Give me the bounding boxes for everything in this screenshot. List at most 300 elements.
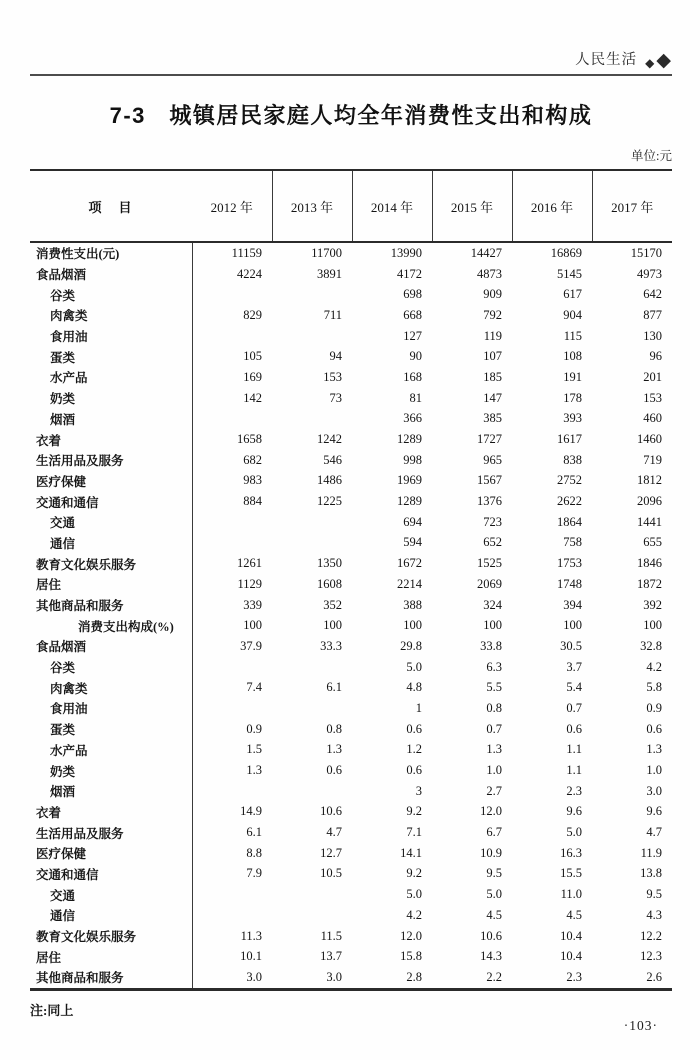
- value-cell: 0.6: [646, 721, 662, 736]
- value-cell: 119: [483, 328, 502, 343]
- row-label-cell: 烟酒: [30, 781, 192, 802]
- value-cell: 2.2: [486, 969, 502, 984]
- row-label-cell: 奶类: [30, 760, 192, 781]
- value-cell: 1: [415, 700, 422, 715]
- value-cell: 2.7: [486, 783, 502, 798]
- value-cell: 9.2: [406, 804, 422, 819]
- value-cell: 10.4: [560, 949, 582, 964]
- value-cell: 4172: [397, 266, 422, 281]
- value-cell: 1.2: [406, 742, 422, 757]
- value-cell: 998: [403, 452, 422, 467]
- value-cell: 10.6: [320, 804, 342, 819]
- value-cell: [192, 533, 272, 554]
- table-row: [30, 781, 672, 802]
- value-cell: 3.0: [646, 783, 662, 798]
- value-cell: 546: [323, 452, 342, 467]
- value-cell: 178: [563, 390, 582, 405]
- value-cell: 2.3: [566, 783, 582, 798]
- value-cell: 10.9: [480, 845, 502, 860]
- value-cell: 6.3: [486, 659, 502, 674]
- value-cell: 15.5: [560, 866, 582, 881]
- value-cell: 0.8: [326, 721, 342, 736]
- table-row: [30, 284, 672, 305]
- value-cell: 11700: [311, 245, 342, 260]
- value-cell: 694: [403, 514, 422, 529]
- value-cell: 758: [563, 535, 582, 550]
- value-cell: 0.6: [406, 721, 422, 736]
- value-cell: 1727: [477, 432, 502, 447]
- value-cell: 4.2: [646, 659, 662, 674]
- value-cell: 1242: [317, 432, 342, 447]
- value-cell: 1567: [477, 473, 502, 488]
- value-cell: 81: [409, 390, 422, 405]
- diamond-large-icon: ◆: [656, 49, 672, 71]
- table-row: [30, 471, 672, 492]
- table-row: [30, 533, 672, 554]
- table-row: [30, 429, 672, 450]
- value-cell: 460: [643, 411, 662, 426]
- value-cell: 0.8: [486, 700, 502, 715]
- row-label-cell: 奶类: [30, 388, 192, 409]
- table-note: 注:同上: [30, 1002, 74, 1018]
- table-row: [30, 967, 672, 989]
- value-cell: 1753: [557, 556, 582, 571]
- value-cell: 13.8: [640, 866, 662, 881]
- value-cell: 5.5: [486, 680, 502, 695]
- row-label-cell: 教育文化娱乐服务: [30, 553, 192, 574]
- value-cell: 682: [243, 452, 262, 467]
- value-cell: 965: [483, 452, 502, 467]
- value-cell: 904: [563, 307, 582, 322]
- value-cell: 385: [483, 411, 502, 426]
- value-cell: 6.1: [326, 680, 342, 695]
- value-cell: [272, 781, 352, 802]
- year-header-cell: 2013 年: [272, 170, 352, 242]
- value-cell: 4.7: [326, 825, 342, 840]
- value-cell: 11.3: [240, 928, 262, 943]
- value-cell: 3: [415, 783, 422, 798]
- row-label-cell: 谷类: [30, 657, 192, 678]
- table-row: [30, 242, 672, 264]
- value-cell: 983: [243, 473, 262, 488]
- table-row: [30, 760, 672, 781]
- value-cell: 909: [483, 287, 502, 302]
- value-cell: 1289: [397, 432, 422, 447]
- row-label-cell: 食用油: [30, 698, 192, 719]
- table-row: [30, 367, 672, 388]
- value-cell: 12.2: [640, 928, 662, 943]
- value-cell: 13.7: [320, 949, 342, 964]
- value-cell: 4.3: [646, 907, 662, 922]
- value-cell: 12.7: [320, 845, 342, 860]
- value-cell: 29.8: [400, 638, 422, 653]
- table-row: [30, 802, 672, 823]
- value-cell: 2096: [637, 494, 662, 509]
- row-label-cell: 肉禽类: [30, 305, 192, 326]
- value-cell: 594: [403, 535, 422, 550]
- value-cell: 90: [409, 349, 422, 364]
- row-label-cell: 居住: [30, 946, 192, 967]
- value-cell: [192, 781, 272, 802]
- year-header-cell: 2015 年: [432, 170, 512, 242]
- row-label-cell: 蛋类: [30, 719, 192, 740]
- value-cell: 2069: [477, 576, 502, 591]
- row-label-cell: 医疗保健: [30, 843, 192, 864]
- unit-label: 单位:元: [631, 149, 672, 163]
- value-cell: 1350: [317, 556, 342, 571]
- value-cell: 100: [323, 618, 342, 633]
- value-cell: 191: [563, 369, 582, 384]
- value-cell: 153: [643, 390, 662, 405]
- value-cell: 1748: [557, 576, 582, 591]
- value-cell: [272, 284, 352, 305]
- value-cell: 1376: [477, 494, 502, 509]
- value-cell: 130: [643, 328, 662, 343]
- table-body: [30, 242, 672, 989]
- row-label-cell: 通信: [30, 533, 192, 554]
- value-cell: 388: [403, 597, 422, 612]
- table-row: [30, 884, 672, 905]
- value-cell: 100: [643, 618, 662, 633]
- table-row: [30, 326, 672, 347]
- table-row: [30, 677, 672, 698]
- value-cell: 185: [483, 369, 502, 384]
- table-row: [30, 574, 672, 595]
- value-cell: 5.8: [646, 680, 662, 695]
- value-cell: 2.3: [566, 969, 582, 984]
- row-label-cell: 交通: [30, 512, 192, 533]
- value-cell: [272, 512, 352, 533]
- value-cell: 10.4: [560, 928, 582, 943]
- value-cell: 10.5: [320, 866, 342, 881]
- value-cell: 1.3: [646, 742, 662, 757]
- value-cell: 96: [649, 349, 662, 364]
- value-cell: 14.3: [480, 949, 502, 964]
- table-row: [30, 409, 672, 430]
- value-cell: 107: [483, 349, 502, 364]
- value-cell: 1658: [237, 432, 262, 447]
- table-row: [30, 595, 672, 616]
- value-cell: 1225: [317, 494, 342, 509]
- value-cell: 14.9: [240, 804, 262, 819]
- value-cell: 11.9: [640, 845, 662, 860]
- value-cell: 14427: [470, 245, 502, 260]
- value-cell: 1441: [637, 514, 662, 529]
- value-cell: 642: [643, 287, 662, 302]
- table-row: [30, 264, 672, 285]
- value-cell: 12.0: [400, 928, 422, 943]
- table-row: [30, 719, 672, 740]
- value-cell: 829: [243, 307, 262, 322]
- value-cell: 1261: [237, 556, 262, 571]
- row-label-cell: 肉禽类: [30, 677, 192, 698]
- value-cell: 0.9: [246, 721, 262, 736]
- value-cell: 13990: [390, 245, 422, 260]
- row-label-cell: 蛋类: [30, 346, 192, 367]
- value-cell: 0.6: [326, 763, 342, 778]
- value-cell: 884: [243, 494, 262, 509]
- value-cell: 5.0: [406, 887, 422, 902]
- value-cell: [192, 512, 272, 533]
- value-cell: 5.0: [406, 659, 422, 674]
- value-cell: 1460: [637, 432, 662, 447]
- table-row: [30, 657, 672, 678]
- value-cell: 32.8: [640, 638, 662, 653]
- value-cell: 392: [643, 597, 662, 612]
- value-cell: 838: [563, 452, 582, 467]
- value-cell: 655: [643, 535, 662, 550]
- row-label-cell: 交通和通信: [30, 491, 192, 512]
- value-cell: 153: [323, 369, 342, 384]
- value-cell: 9.5: [646, 887, 662, 902]
- value-cell: 1872: [637, 576, 662, 591]
- value-cell: 711: [323, 307, 342, 322]
- value-cell: 1.1: [566, 742, 582, 757]
- value-cell: 11.0: [560, 887, 582, 902]
- table-row: [30, 946, 672, 967]
- value-cell: 5.0: [566, 825, 582, 840]
- value-cell: [192, 284, 272, 305]
- value-cell: 1129: [237, 576, 262, 591]
- row-label-cell: 交通: [30, 884, 192, 905]
- value-cell: [192, 698, 272, 719]
- value-cell: 1525: [477, 556, 502, 571]
- value-cell: 1289: [397, 494, 422, 509]
- value-cell: 2622: [557, 494, 582, 509]
- value-cell: 2.6: [646, 969, 662, 984]
- value-cell: 3.0: [326, 969, 342, 984]
- page-number: ·103·: [623, 1018, 658, 1033]
- value-cell: 4.8: [406, 680, 422, 695]
- row-label-cell: 其他商品和服务: [30, 595, 192, 616]
- value-cell: 339: [243, 597, 262, 612]
- year-header-cell: 2014 年: [352, 170, 432, 242]
- value-cell: 10.1: [240, 949, 262, 964]
- value-cell: 7.4: [246, 680, 262, 695]
- value-cell: 4.7: [646, 825, 662, 840]
- value-cell: [272, 409, 352, 430]
- value-cell: 8.8: [246, 845, 262, 860]
- value-cell: 4873: [477, 266, 502, 281]
- value-cell: 1617: [557, 432, 582, 447]
- value-cell: [272, 533, 352, 554]
- value-cell: 142: [243, 390, 262, 405]
- value-cell: 1.5: [246, 742, 262, 757]
- table-row: [30, 822, 672, 843]
- table-row: [30, 843, 672, 864]
- value-cell: [192, 657, 272, 678]
- table-row: [30, 553, 672, 574]
- value-cell: 5145: [557, 266, 582, 281]
- value-cell: 393: [563, 411, 582, 426]
- value-cell: 1.3: [486, 742, 502, 757]
- row-label-cell: 消费支出构成(%): [30, 615, 192, 636]
- row-label-cell: 衣着: [30, 802, 192, 823]
- value-cell: [272, 326, 352, 347]
- value-cell: 3891: [317, 266, 342, 281]
- table-row: [30, 698, 672, 719]
- value-cell: 100: [403, 618, 422, 633]
- value-cell: [272, 657, 352, 678]
- value-cell: 147: [483, 390, 502, 405]
- value-cell: 9.6: [566, 804, 582, 819]
- value-cell: 12.0: [480, 804, 502, 819]
- row-label-cell: 水产品: [30, 367, 192, 388]
- value-cell: 16.3: [560, 845, 582, 860]
- value-cell: 1.0: [486, 763, 502, 778]
- value-cell: 9.6: [646, 804, 662, 819]
- value-cell: 1812: [637, 473, 662, 488]
- value-cell: 652: [483, 535, 502, 550]
- stub-header-cell: 项 目: [30, 170, 192, 242]
- year-header-cell: 2016 年: [512, 170, 592, 242]
- table-row: [30, 905, 672, 926]
- value-cell: 105: [243, 349, 262, 364]
- table-row: [30, 346, 672, 367]
- value-cell: 5.4: [566, 680, 582, 695]
- value-cell: 1.0: [646, 763, 662, 778]
- value-cell: 324: [483, 597, 502, 612]
- value-cell: [192, 884, 272, 905]
- value-cell: 4.2: [406, 907, 422, 922]
- row-label-cell: 交通和通信: [30, 864, 192, 885]
- value-cell: 115: [563, 328, 582, 343]
- value-cell: 6.7: [486, 825, 502, 840]
- value-cell: [272, 905, 352, 926]
- row-label-cell: 教育文化娱乐服务: [30, 926, 192, 947]
- value-cell: 100: [243, 618, 262, 633]
- table-row: [30, 740, 672, 761]
- value-cell: 7.1: [406, 825, 422, 840]
- value-cell: 37.9: [240, 638, 262, 653]
- value-cell: 1969: [397, 473, 422, 488]
- table-row: [30, 615, 672, 636]
- value-cell: 668: [403, 307, 422, 322]
- value-cell: 16869: [550, 245, 582, 260]
- row-label-cell: 生活用品及服务: [30, 822, 192, 843]
- page-title: 7-3 城镇居民家庭人均全年消费性支出和构成: [109, 103, 593, 128]
- table-row: [30, 491, 672, 512]
- row-label-cell: 水产品: [30, 740, 192, 761]
- row-label-cell: 其他商品和服务: [30, 967, 192, 989]
- value-cell: [192, 409, 272, 430]
- value-cell: 0.6: [406, 763, 422, 778]
- value-cell: 877: [643, 307, 662, 322]
- value-cell: 201: [643, 369, 662, 384]
- table-row: [30, 388, 672, 409]
- value-cell: 11.5: [320, 928, 342, 943]
- value-cell: 1608: [317, 576, 342, 591]
- value-cell: 1864: [557, 514, 582, 529]
- value-cell: 1.1: [566, 763, 582, 778]
- value-cell: [192, 905, 272, 926]
- value-cell: 14.1: [400, 845, 422, 860]
- value-cell: 617: [563, 287, 582, 302]
- value-cell: 73: [329, 390, 342, 405]
- value-cell: 3.0: [246, 969, 262, 984]
- value-cell: 6.1: [246, 825, 262, 840]
- value-cell: 7.9: [246, 866, 262, 881]
- row-label-cell: 居住: [30, 574, 192, 595]
- table-row: [30, 305, 672, 326]
- value-cell: [272, 884, 352, 905]
- value-cell: 723: [483, 514, 502, 529]
- diamond-small-icon: ◆: [645, 56, 656, 70]
- value-cell: 108: [563, 349, 582, 364]
- table-row: [30, 864, 672, 885]
- value-cell: 0.6: [566, 721, 582, 736]
- value-cell: 127: [403, 328, 422, 343]
- value-cell: 11159: [231, 245, 262, 260]
- value-cell: 5.0: [486, 887, 502, 902]
- value-cell: 12.3: [640, 949, 662, 964]
- value-cell: 4973: [637, 266, 662, 281]
- consumption-table: [30, 169, 672, 991]
- value-cell: 4.5: [566, 907, 582, 922]
- table-row: [30, 450, 672, 471]
- table-row: [30, 636, 672, 657]
- section-label: 人民生活: [575, 52, 638, 68]
- value-cell: 15.8: [400, 949, 422, 964]
- header-rule: [30, 74, 672, 76]
- row-label-cell: 消费性支出(元): [30, 242, 192, 264]
- value-cell: 4224: [237, 266, 262, 281]
- table-head: [30, 170, 672, 242]
- value-cell: [192, 326, 272, 347]
- value-cell: 1846: [637, 556, 662, 571]
- value-cell: 100: [483, 618, 502, 633]
- value-cell: 0.7: [486, 721, 502, 736]
- value-cell: 3.7: [566, 659, 582, 674]
- section-marker: [645, 49, 672, 71]
- value-cell: 4.5: [486, 907, 502, 922]
- value-cell: 1.3: [246, 763, 262, 778]
- row-label-cell: 生活用品及服务: [30, 450, 192, 471]
- value-cell: 9.5: [486, 866, 502, 881]
- value-cell: 792: [483, 307, 502, 322]
- value-cell: 2214: [397, 576, 422, 591]
- value-cell: 94: [329, 349, 342, 364]
- value-cell: 10.6: [480, 928, 502, 943]
- row-label-cell: 食用油: [30, 326, 192, 347]
- value-cell: 394: [563, 597, 582, 612]
- value-cell: 1486: [317, 473, 342, 488]
- row-label-cell: 食品烟酒: [30, 264, 192, 285]
- value-cell: [272, 698, 352, 719]
- value-cell: 1672: [397, 556, 422, 571]
- value-cell: 168: [403, 369, 422, 384]
- table-row: [30, 512, 672, 533]
- value-cell: 0.9: [646, 700, 662, 715]
- year-header-cell: 2012 年: [192, 170, 272, 242]
- value-cell: 1.3: [326, 742, 342, 757]
- value-cell: 366: [403, 411, 422, 426]
- value-cell: 2752: [557, 473, 582, 488]
- value-cell: 169: [243, 369, 262, 384]
- value-cell: 2.8: [406, 969, 422, 984]
- row-label-cell: 食品烟酒: [30, 636, 192, 657]
- value-cell: 9.2: [406, 866, 422, 881]
- year-header-cell: 2017 年: [592, 170, 672, 242]
- value-cell: 100: [563, 618, 582, 633]
- value-cell: 15170: [630, 245, 662, 260]
- value-cell: 30.5: [560, 638, 582, 653]
- row-label-cell: 衣着: [30, 429, 192, 450]
- row-label-cell: 医疗保健: [30, 471, 192, 492]
- value-cell: 33.8: [480, 638, 502, 653]
- value-cell: 33.3: [320, 638, 342, 653]
- value-cell: 719: [643, 452, 662, 467]
